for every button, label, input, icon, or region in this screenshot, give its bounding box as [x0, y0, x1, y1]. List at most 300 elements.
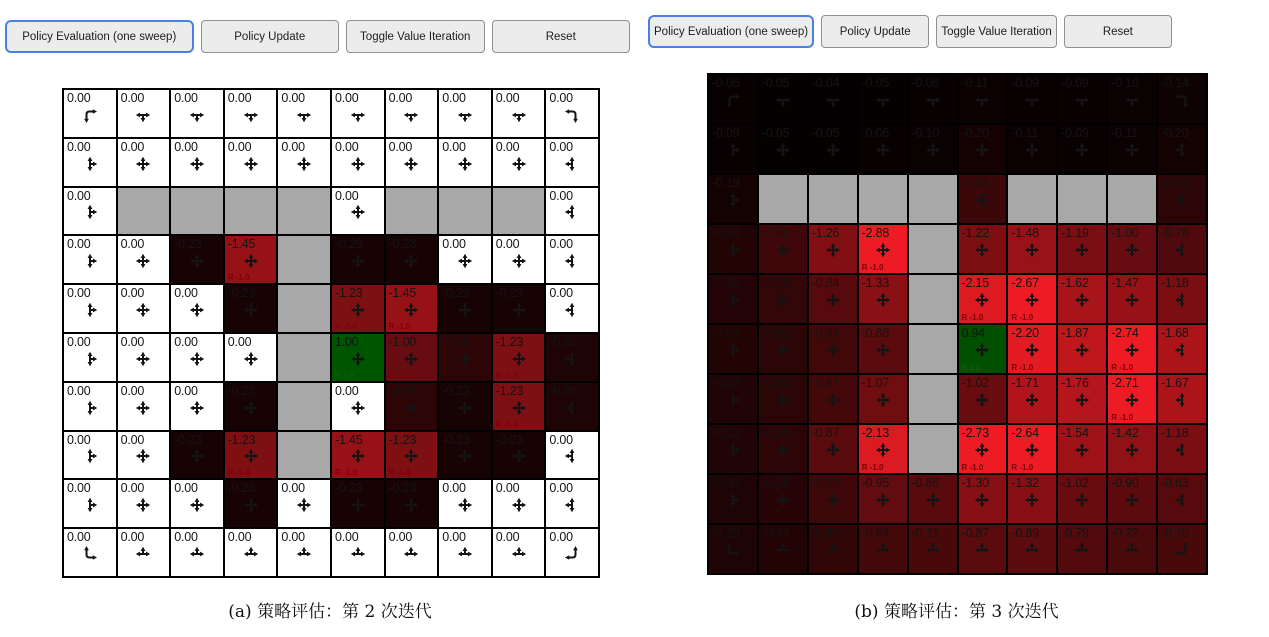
cell-value: -1.23 — [388, 432, 417, 447]
policy-arrow-icon — [959, 491, 1007, 510]
cell-value: 0.00 — [120, 334, 145, 349]
cell-value: 0.00 — [495, 530, 520, 545]
grid-cell — [708, 424, 758, 474]
grid-cell — [958, 74, 1008, 124]
cell-value: -0.23 — [442, 286, 470, 301]
cell-value: -0.23 — [388, 237, 417, 252]
cell-value: -0.09 — [1061, 126, 1089, 140]
grid-cell — [708, 124, 758, 174]
cell-value: -0.29 — [712, 526, 740, 540]
policy-arrow-icon — [859, 291, 907, 310]
reward-label: R -1.0 — [961, 313, 984, 322]
button-policy-evaluation-one-sweep[interactable]: Policy Evaluation (one sweep) — [5, 20, 194, 53]
cell-value: -1.45 — [334, 432, 363, 447]
grid-cell — [117, 89, 171, 138]
reward-label: R -1.0 — [1011, 313, 1034, 322]
cell-value: -2.15 — [961, 276, 989, 290]
grid-cell — [808, 224, 858, 274]
grid-cell — [758, 424, 808, 474]
grid-cell — [1057, 224, 1107, 274]
cell-value: -0.23 — [442, 432, 470, 447]
cell-value: 0.00 — [120, 237, 145, 252]
grid-cell — [1057, 124, 1107, 174]
policy-arrow-icon — [1008, 91, 1056, 110]
policy-arrow-icon — [759, 141, 807, 160]
policy-arrow-icon — [1158, 541, 1206, 560]
cell-value: -0.89 — [1011, 526, 1039, 540]
policy-arrow-icon — [1008, 441, 1056, 460]
button-toggle-value-iteration[interactable]: Toggle Value Iteration — [346, 20, 485, 53]
cell-value: -0.20 — [1161, 126, 1189, 140]
policy-arrow-icon — [709, 141, 757, 160]
cell-value: -1.67 — [1161, 376, 1189, 390]
cell-value: -0.09 — [712, 126, 740, 140]
grid-cell — [1157, 474, 1207, 524]
cell-value: 0.00 — [227, 91, 252, 105]
policy-arrow-icon — [439, 350, 491, 369]
cell-value: 0.00 — [67, 383, 91, 398]
grid-cell — [1007, 374, 1057, 424]
policy-arrow-icon — [909, 141, 957, 160]
policy-arrow-icon — [225, 496, 277, 515]
grid-cell — [224, 528, 278, 577]
reward-label: R -1.0 — [495, 370, 518, 380]
policy-arrow-icon — [1108, 141, 1156, 160]
policy-arrow-icon — [709, 441, 757, 460]
policy-arrow-icon — [332, 106, 384, 125]
policy-arrow-icon — [1058, 241, 1106, 260]
grid-cell — [117, 333, 171, 382]
grid-cell — [958, 324, 1008, 374]
grid-cell — [958, 424, 1008, 474]
grid-cell — [545, 284, 599, 333]
wall-cell — [224, 187, 278, 236]
cell-value: 0.00 — [442, 237, 466, 252]
policy-arrow-icon — [386, 496, 438, 515]
reward-label: R -1.0 — [227, 273, 250, 283]
cell-value: -2.20 — [1011, 326, 1039, 340]
caption-b: (b) 策略评估：第 3 次迭代 — [854, 602, 1059, 622]
grid-cell — [170, 89, 224, 138]
policy-arrow-icon — [386, 106, 438, 125]
policy-arrow-icon — [809, 241, 857, 260]
cell-value: -0.45 — [761, 426, 790, 440]
grid-cell — [758, 224, 808, 274]
grid-cell — [858, 74, 908, 124]
grid-cell — [438, 479, 492, 528]
button-policy-update[interactable]: Policy Update — [821, 15, 929, 48]
policy-arrow-icon — [959, 291, 1007, 310]
policy-arrow-icon — [759, 491, 807, 510]
policy-arrow-icon — [959, 391, 1007, 410]
policy-arrow-icon — [546, 350, 598, 369]
policy-arrow-icon — [171, 301, 223, 320]
grid-cell — [1007, 474, 1057, 524]
value-grid-b — [707, 73, 1208, 575]
grid-cell — [331, 138, 385, 187]
reward-label: R -1.0 — [388, 321, 411, 331]
policy-arrow-icon — [809, 341, 857, 360]
policy-arrow-icon — [546, 545, 598, 564]
policy-arrow-icon — [493, 155, 545, 174]
grid-cell — [808, 374, 858, 424]
grid-cell — [63, 382, 117, 431]
cell-value: -0.23 — [227, 383, 256, 398]
grid-cell — [545, 138, 599, 187]
policy-arrow-icon — [171, 399, 223, 418]
grid-cell — [708, 474, 758, 524]
cell-value: -0.08 — [911, 76, 940, 90]
wall-cell — [908, 324, 958, 374]
policy-arrow-icon — [332, 350, 384, 369]
policy-arrow-icon — [809, 291, 857, 310]
cell-value: -0.09 — [1061, 76, 1089, 90]
grid-cell — [63, 187, 117, 236]
grid-cell — [331, 382, 385, 431]
policy-arrow-icon — [118, 496, 170, 515]
cell-value: -2.64 — [1011, 426, 1039, 440]
cell-value: -0.45 — [388, 383, 417, 398]
grid-cell — [331, 89, 385, 138]
cell-value: -1.62 — [1061, 276, 1089, 290]
cell-value: 1.00 — [334, 334, 359, 349]
cell-value: -1.87 — [1061, 326, 1089, 340]
cell-value: 0.00 — [549, 481, 573, 496]
grid-cell — [117, 431, 171, 480]
policy-arrow-icon — [332, 203, 384, 222]
policy-arrow-icon — [386, 252, 438, 271]
cell-value: -0.23 — [227, 481, 256, 496]
policy-arrow-icon — [64, 399, 116, 418]
grid-cell — [1157, 74, 1207, 124]
cell-value: -0.63 — [811, 326, 840, 340]
grid-cell — [117, 138, 171, 187]
button-reset[interactable]: Reset — [492, 20, 631, 53]
wall-cell — [908, 174, 958, 224]
grid-cell — [277, 479, 331, 528]
policy-arrow-icon — [1008, 291, 1056, 310]
policy-arrow-icon — [118, 399, 170, 418]
policy-arrow-icon — [1008, 141, 1056, 160]
grid-cell — [958, 174, 1008, 224]
cell-value: 0.00 — [549, 188, 573, 203]
grid-cell — [1107, 74, 1157, 124]
cell-value: -0.71 — [911, 526, 940, 540]
policy-arrow-icon — [1058, 91, 1106, 110]
cell-value: 0.00 — [495, 481, 520, 496]
cell-value: -1.48 — [1011, 226, 1039, 240]
cell-value: -1.45 — [388, 286, 417, 301]
grid-cell — [708, 274, 758, 324]
policy-arrow-icon — [493, 447, 545, 466]
cell-value: 0.00 — [120, 286, 145, 301]
grid-cell — [438, 138, 492, 187]
wall-cell — [908, 274, 958, 324]
grid-cell — [908, 474, 958, 524]
grid-cell — [758, 74, 808, 124]
grid-cell — [545, 187, 599, 236]
cell-value: -0.11 — [961, 76, 989, 90]
grid-cell — [438, 89, 492, 138]
button-policy-evaluation-one-sweep[interactable]: Policy Evaluation (one sweep) — [648, 15, 814, 48]
policy-arrow-icon — [546, 203, 598, 222]
policy-arrow-icon — [859, 91, 907, 110]
policy-arrow-icon — [225, 252, 277, 271]
cell-value: -0.06 — [712, 76, 740, 90]
cell-value: -0.87 — [961, 526, 989, 540]
cell-value: -1.71 — [1011, 376, 1039, 390]
cell-value: -1.00 — [1111, 226, 1139, 240]
cell-value: 0.00 — [120, 91, 145, 105]
cell-value: -2.88 — [861, 226, 890, 240]
cell-value: -0.23 — [334, 481, 363, 496]
policy-arrow-icon — [439, 447, 491, 466]
cell-value: -1.30 — [961, 476, 989, 490]
grid-cell — [331, 479, 385, 528]
grid-cell — [858, 474, 908, 524]
policy-arrow-icon — [493, 545, 545, 564]
policy-arrow-icon — [546, 301, 598, 320]
wall-cell — [385, 187, 439, 236]
grid-cell — [958, 374, 1008, 424]
grid-cell — [545, 382, 599, 431]
policy-arrow-icon — [909, 491, 957, 510]
cell-value: 0.00 — [442, 530, 466, 545]
policy-arrow-icon — [1058, 441, 1106, 460]
grid-cell — [1007, 124, 1057, 174]
cell-value: -0.60 — [811, 476, 840, 490]
cell-value: -0.23 — [388, 481, 417, 496]
policy-arrow-icon — [859, 541, 907, 560]
policy-arrow-icon — [439, 155, 491, 174]
policy-arrow-icon — [332, 155, 384, 174]
grid-cell — [1157, 124, 1207, 174]
cell-value: -0.14 — [1161, 76, 1189, 90]
policy-arrow-icon — [809, 91, 857, 110]
cell-value: -1.47 — [1111, 276, 1139, 290]
cell-value: 0.00 — [227, 139, 252, 154]
button-policy-update[interactable]: Policy Update — [201, 20, 340, 53]
cell-value: -0.23 — [495, 432, 524, 447]
policy-arrow-icon — [1158, 191, 1206, 210]
grid-cell — [170, 138, 224, 187]
policy-arrow-icon — [118, 545, 170, 564]
grid-cell — [224, 382, 278, 431]
cell-value: -0.23 — [174, 432, 202, 447]
policy-arrow-icon — [546, 155, 598, 174]
policy-arrow-icon — [171, 252, 223, 271]
grid-cell — [492, 479, 546, 528]
grid-cell — [858, 324, 908, 374]
policy-arrow-icon — [709, 391, 757, 410]
grid-cell — [1157, 274, 1207, 324]
policy-arrow-icon — [493, 252, 545, 271]
reward-label: R -1.0 — [1111, 363, 1133, 372]
grid-cell — [908, 124, 958, 174]
policy-arrow-icon — [386, 399, 438, 418]
cell-value: 0.00 — [174, 383, 198, 398]
grid-cell — [331, 284, 385, 333]
policy-arrow-icon — [709, 241, 757, 260]
grid-cell — [492, 528, 546, 577]
cell-value: 0.00 — [388, 91, 413, 105]
reward-label: R -1.0 — [227, 468, 250, 478]
reward-label: R -1.0 — [495, 419, 518, 429]
cell-value: 0.00 — [495, 139, 520, 154]
policy-arrow-icon — [332, 301, 384, 320]
grid-cell — [958, 224, 1008, 274]
policy-arrow-icon — [493, 399, 545, 418]
grid-cell — [958, 474, 1008, 524]
wall-cell — [438, 187, 492, 236]
grid-cell — [1157, 424, 1207, 474]
cell-value: 0.94 — [961, 326, 986, 340]
grid-cell — [758, 274, 808, 324]
grid-cell — [385, 431, 439, 480]
cell-value: 0.00 — [442, 91, 466, 105]
policy-arrow-icon — [909, 541, 957, 560]
policy-arrow-icon — [225, 106, 277, 125]
cell-value: 0.00 — [281, 139, 305, 154]
policy-arrow-icon — [171, 447, 223, 466]
policy-arrow-icon — [809, 491, 857, 510]
wall-cell — [908, 374, 958, 424]
cell-value: -0.42 — [761, 326, 790, 340]
grid-cell — [224, 89, 278, 138]
reward-label: R -1.0 — [861, 263, 884, 272]
cell-value: -1.33 — [861, 276, 890, 290]
grid-cell — [63, 138, 117, 187]
grid-cell — [1107, 274, 1157, 324]
grid-cell — [438, 284, 492, 333]
grid-cell — [438, 528, 492, 577]
reward-label: R -1.0 — [861, 463, 884, 472]
cell-value: -0.83 — [1161, 476, 1189, 490]
cell-value: -1.00 — [388, 334, 417, 349]
cell-value: 0.00 — [67, 237, 91, 252]
policy-arrow-icon — [546, 447, 598, 466]
policy-arrow-icon — [1158, 241, 1206, 260]
cell-value: -1.19 — [1061, 226, 1089, 240]
cell-value: -2.67 — [1011, 276, 1039, 290]
policy-arrow-icon — [64, 106, 116, 125]
cell-value: -0.61 — [761, 226, 790, 240]
policy-arrow-icon — [225, 155, 277, 174]
grid-cell — [170, 382, 224, 431]
policy-arrow-icon — [1158, 91, 1206, 110]
grid-cell — [63, 284, 117, 333]
grid-cell — [63, 479, 117, 528]
grid-cell — [1107, 224, 1157, 274]
cell-value: -0.50 — [761, 276, 790, 290]
cell-value: 0.00 — [549, 432, 573, 447]
wall-cell — [908, 224, 958, 274]
policy-arrow-icon — [959, 191, 1007, 210]
grid-cell — [385, 333, 439, 382]
grid-cell — [1107, 324, 1157, 374]
cell-value: 0.00 — [67, 286, 91, 301]
grid-cell — [117, 235, 171, 284]
grid-cell — [224, 479, 278, 528]
cell-value: 0.00 — [334, 383, 359, 398]
cell-value: 0.00 — [281, 481, 305, 496]
grid-cell — [170, 528, 224, 577]
grid-cell — [808, 324, 858, 374]
policy-arrow-icon — [64, 545, 116, 564]
grid-cell — [758, 374, 808, 424]
cell-value: 0.00 — [549, 286, 573, 301]
button-toggle-value-iteration[interactable]: Toggle Value Iteration — [936, 15, 1056, 48]
grid-cell — [1057, 324, 1107, 374]
cell-value: -0.30 — [712, 476, 740, 490]
grid-cell — [708, 524, 758, 574]
policy-arrow-icon — [1008, 541, 1056, 560]
policy-arrow-icon — [1058, 541, 1106, 560]
cell-value: 0.00 — [334, 530, 359, 545]
grid-cell — [438, 431, 492, 480]
cell-value: 0.00 — [67, 91, 91, 105]
cell-value: -1.32 — [1011, 476, 1039, 490]
grid-cell — [331, 187, 385, 236]
grid-cell — [1007, 274, 1057, 324]
policy-arrow-icon — [709, 341, 757, 360]
wall-cell — [277, 333, 331, 382]
policy-arrow-icon — [225, 399, 277, 418]
cell-value: -1.54 — [1061, 426, 1089, 440]
policy-arrow-icon — [1108, 341, 1156, 360]
grid-cell — [1157, 374, 1207, 424]
policy-arrow-icon — [64, 301, 116, 320]
policy-arrow-icon — [64, 155, 116, 174]
grid-cell — [1157, 224, 1207, 274]
policy-arrow-icon — [759, 241, 807, 260]
policy-arrow-icon — [546, 399, 598, 418]
policy-arrow-icon — [859, 141, 907, 160]
policy-arrow-icon — [809, 541, 857, 560]
reward-label: R -1.0 — [388, 370, 411, 380]
cell-value: 0.00 — [67, 334, 91, 349]
grid-cell — [438, 333, 492, 382]
grid-cell — [858, 424, 908, 474]
policy-arrow-icon — [171, 496, 223, 515]
reward-label: R 1.0 — [961, 363, 981, 372]
grid-cell — [545, 89, 599, 138]
cell-value: -0.05 — [761, 76, 790, 90]
grid-cell — [858, 374, 908, 424]
button-reset[interactable]: Reset — [1064, 15, 1172, 48]
wall-cell — [170, 187, 224, 236]
grid-cell — [224, 138, 278, 187]
grid-cell — [808, 274, 858, 324]
policy-arrow-icon — [1108, 241, 1156, 260]
policy-arrow-icon — [1158, 441, 1206, 460]
policy-arrow-icon — [859, 391, 907, 410]
cell-value: 0.00 — [334, 139, 359, 154]
policy-arrow-icon — [1058, 291, 1106, 310]
policy-arrow-icon — [1158, 491, 1206, 510]
policy-arrow-icon — [171, 106, 223, 125]
cell-value: -0.05 — [861, 76, 890, 90]
cell-value: 0.00 — [442, 139, 466, 154]
cell-value: -0.38 — [761, 476, 790, 490]
grid-cell — [331, 333, 385, 382]
grid-cell — [545, 333, 599, 382]
cell-value: -2.73 — [961, 426, 989, 440]
reward-label: R -1.0 — [961, 463, 984, 472]
cell-value: 0.00 — [120, 481, 145, 496]
grid-cell — [492, 235, 546, 284]
policy-arrow-icon — [1108, 291, 1156, 310]
